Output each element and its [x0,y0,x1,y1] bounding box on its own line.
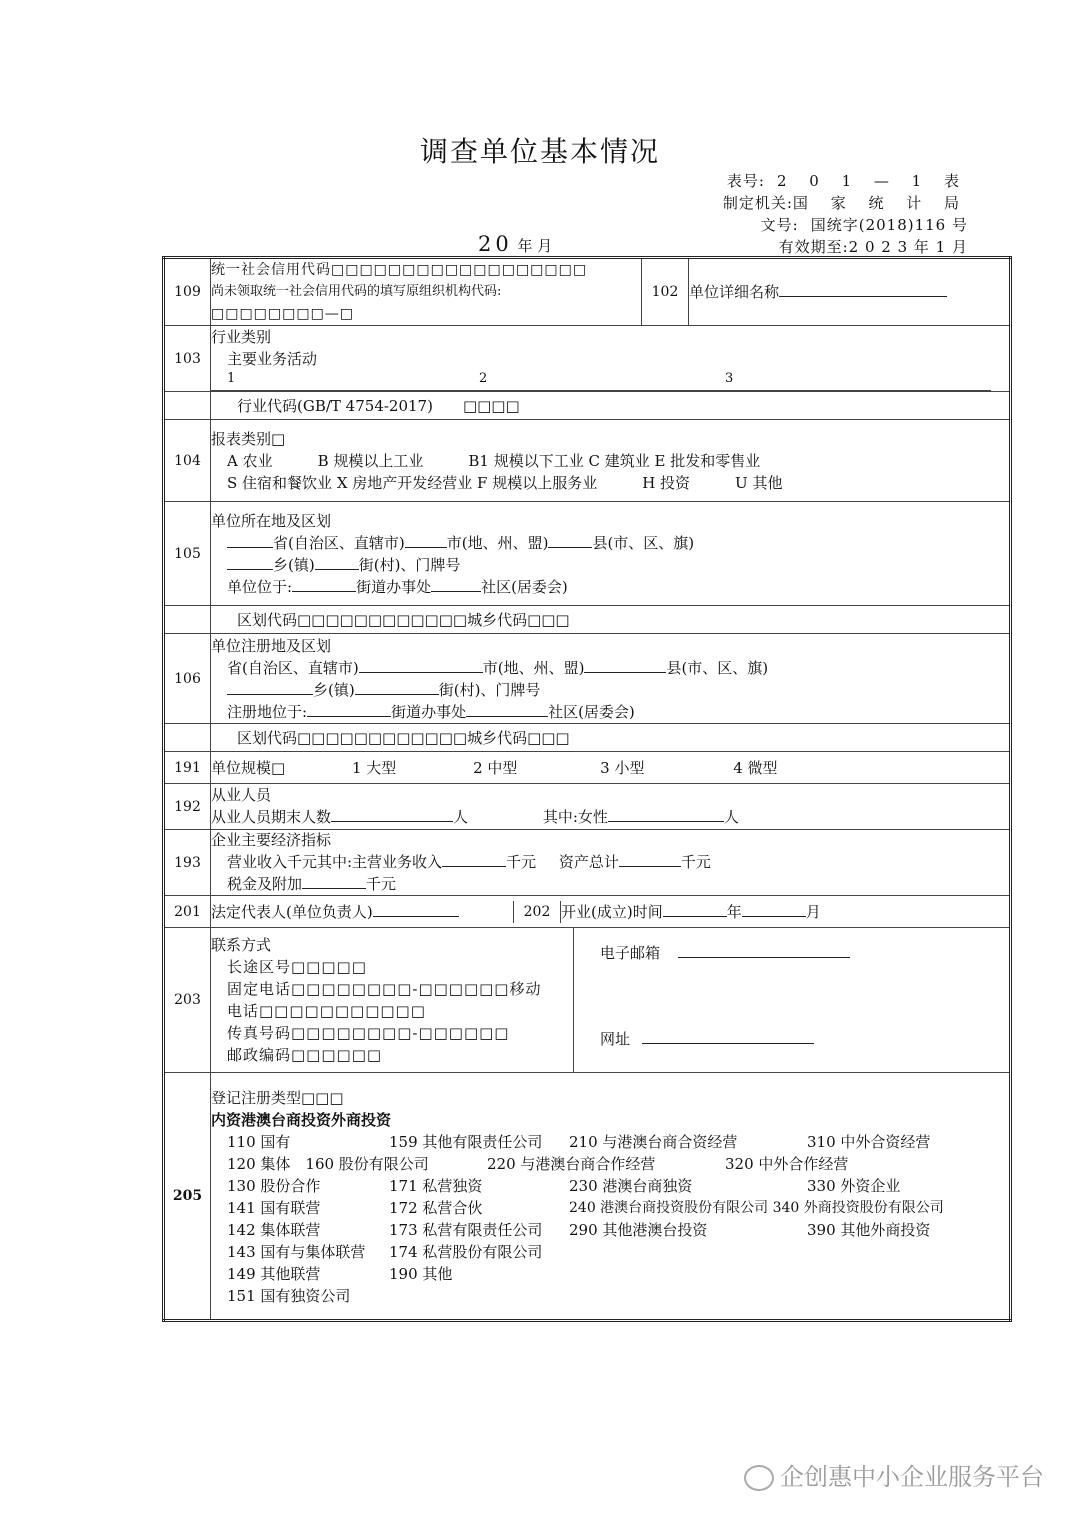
form-number-label: 表号: [726,172,765,190]
row-code: 109 [164,258,211,326]
assets-field[interactable] [619,851,681,867]
authority-label: 制定机关: [722,194,793,212]
sub-district-field[interactable] [292,576,356,592]
registration-type-header: 内资港澳台商投资外商投资 [211,1111,392,1129]
revenue-field[interactable] [442,851,506,867]
row-code: 201 [164,896,211,928]
employees-title: 从业人员 [211,786,272,804]
main-activity-label: 主要业务活动 [227,350,318,368]
economic-indicators-title: 企业主要经济指标 [211,831,332,849]
row-code: 191 [164,752,211,784]
female-unit: 人 [723,808,739,826]
row-105 [164,502,1011,606]
reg-type-line-8 [211,1285,1009,1307]
reg-sub-district-field[interactable] [307,701,391,717]
reg-type-item: 141 国有联营 [227,1199,321,1217]
community-label: 社区(居委会) [481,577,568,596]
female-label: 其中:女性 [542,808,608,826]
row-code: 106 [164,634,211,724]
email-label: 电子邮箱 [600,944,661,962]
reg-type-line-6 [211,1241,1009,1263]
mobile-phone-field[interactable]: 电话□□□□□□□□□□□ [227,1002,426,1020]
reg-type-line-7 [211,1263,1009,1285]
row-103 [164,326,1011,392]
row-104 [164,420,1011,502]
reg-type-item: 210 与港澳台商合资经营 [569,1133,738,1151]
row-205 [164,1073,1011,1321]
revenue-unit: 千元 [506,853,537,871]
registered-location-title: 单位注册地及区划 [211,636,332,655]
postal-code-field[interactable]: 邮政编码□□□□□□ [227,1046,383,1064]
community-field[interactable] [431,576,481,592]
unit-size-field[interactable]: 单位规模□ [211,758,286,777]
street-field[interactable] [315,554,359,570]
size-option-medium: 2 中型 [473,758,518,777]
assets-label: 资产总计 [558,853,619,871]
org-code-note: 尚未领取统一社会信用代码的填写原组织机构代码: [211,284,502,299]
reg-type-item: 110 国有 [227,1133,291,1151]
report-type-field[interactable]: 报表类别□ [211,429,286,448]
report-type-options-1: A 农业 B 规模以上工业 B1 规模以下工业 C 建筑业 E 批发和零售业 [227,451,761,470]
row-code-202: 202 [514,901,561,923]
city-label: 市(地、州、盟) [446,533,549,552]
org-code-field[interactable]: □□□□□□□□—□ [211,306,355,322]
row-106-code [164,724,1011,752]
wechat-icon [744,1465,774,1491]
size-option-micro: 4 微型 [733,758,778,777]
row-code: 105 [164,502,211,606]
industry-code-field[interactable]: 行业代码(GB/T 4754-2017) □□□□ [211,392,1011,420]
assets-unit: 千元 [680,853,711,871]
street-label: 街(村)、门牌号 [358,555,461,574]
county-label: 县(市、区、旗) [592,533,695,552]
row-code: 203 [164,928,211,1073]
reg-type-item: 120 集体 160 股份有限公司 [227,1155,429,1173]
row-code: 193 [164,830,211,896]
row-105-code [164,606,1011,634]
authority [723,192,968,213]
legal-rep-field[interactable] [373,901,459,917]
reg-type-item: 174 私营股份有限公司 [389,1243,543,1261]
tax-label: 税金及附加 [227,875,303,893]
sub-district-label: 街道办事处 [356,577,432,596]
row-201 [164,896,1011,928]
reg-area-code-field[interactable]: 区划代码□□□□□□□□□□□□城乡代码□□□ [211,724,1011,752]
industry-title: 行业类别 [211,328,272,346]
reg-type-item: 310 中外合资经营 [807,1133,931,1151]
activity-3-label: 3 [725,371,734,386]
form-number-value: 2 0 1 — 1 表 [776,172,968,190]
reg-type-item: 240 港澳台商投资股份有限公司 340 外商投资股份有限公司 [569,1200,944,1216]
report-type-options-2: S 住宿和餐饮业 X 房地产开发经营业 F 规模以上服务业 H 投资 U 其他 [227,473,783,492]
valid-until [779,236,968,257]
reg-type-item: 149 其他联营 [227,1265,321,1283]
opening-year-field[interactable] [663,901,727,917]
reg-province-field[interactable] [359,657,483,673]
row-code: 104 [164,420,211,502]
main-activity-field[interactable] [211,370,991,391]
fixed-phone-field[interactable]: 固定电话□□□□□□□□-□□□□□□移动 [227,980,542,998]
reg-type-item: 390 其他外商投资 [807,1221,931,1239]
province-label: 省(自治区、直辖市) [227,658,359,677]
row-code: 205 [164,1073,211,1321]
reg-type-line-4 [211,1197,1009,1219]
county-label: 县(市、区、旗) [666,658,769,677]
revenue-label: 营业收入千元其中:主营业务收入 [227,853,443,871]
female-field[interactable] [608,806,724,822]
doc-number [761,214,968,235]
town-label: 乡(镇) [273,555,315,574]
reg-type-item: 290 其他港澳台投资 [569,1221,708,1239]
opening-month-field[interactable] [742,901,806,917]
city-label: 市(地、州、盟) [482,658,585,677]
reg-type-item: 173 私营有限责任公司 [389,1221,543,1239]
row-code: 103 [164,326,211,392]
activity-1-label: 1 [227,371,236,386]
row-192 [164,784,1011,830]
community-label: 社区(居委会) [548,702,635,721]
form-number [727,170,968,191]
watermark [744,1457,1044,1492]
tax-field[interactable] [302,873,366,889]
contact-title: 联系方式 [211,936,272,954]
size-option-small: 3 小型 [600,758,645,777]
employees-total-field[interactable] [331,806,453,822]
reg-town-field[interactable] [227,679,313,695]
unit-name-label: 单位详细名称 [689,283,780,301]
watermark-text: 企创惠中小企业服务平台 [780,1463,1044,1491]
reg-community-field[interactable] [466,701,548,717]
row-191 [164,752,1011,784]
sub-district-label: 街道办事处 [391,702,467,721]
town-field[interactable] [227,554,273,570]
report-period [478,232,552,256]
month-label: 月 [805,902,821,921]
reg-type-item: 172 私营合伙 [389,1199,483,1217]
employees-unit: 人 [453,808,469,826]
period-rest: 年 月 [517,237,553,255]
area-code-field[interactable]: 区划代码□□□□□□□□□□□□城乡代码□□□ [211,606,1011,634]
row-106 [164,634,1011,724]
reg-type-item: 320 中外合作经营 [725,1155,849,1173]
doc-number-label: 文号: [760,216,799,234]
legal-rep-label: 法定代表人(单位负责人) [211,902,373,921]
reg-city-field[interactable] [584,657,666,673]
reg-type-line-5 [211,1219,1009,1241]
county-field[interactable] [548,532,592,548]
authority-value: 国 家 统 计 局 [792,194,968,212]
province-label: 省(自治区、直辖市) [273,533,405,552]
row-103-code [164,392,1011,420]
reg-type-line-3 [211,1175,1009,1197]
reg-type-item: 230 港澳台商独资 [569,1177,693,1195]
city-field[interactable] [405,532,447,548]
reg-type-item: 142 集体联营 [227,1221,321,1239]
period-year: 20 [478,232,513,256]
area-code-phone-field[interactable]: 长途区号□□□□□ [227,958,367,976]
reg-type-item: 220 与港澳台商合作经营 [487,1155,656,1173]
located-at-label: 单位位于: [227,577,293,596]
website-label: 网址 [600,1030,631,1048]
unit-name-field[interactable] [779,281,947,297]
province-field[interactable] [227,532,273,548]
fax-field[interactable]: 传真号码□□□□□□□□-□□□□□□ [227,1024,510,1042]
location-title: 单位所在地及区划 [211,511,332,530]
reg-type-item: 330 外资企业 [807,1177,901,1195]
size-option-large: 1 大型 [351,758,397,777]
town-label: 乡(镇) [313,680,355,699]
opening-date-label: 开业(成立)时间 [561,902,663,921]
employees-total-label: 从业人员期末人数 [211,808,332,826]
reg-type-item: 151 国有独资公司 [227,1287,351,1305]
tax-unit: 千元 [366,875,397,893]
reg-type-item: 190 其他 [389,1265,453,1283]
doc-number-value: 国统字(2018)116 号 [810,216,968,234]
row-code: 192 [164,784,211,830]
valid-until-label: 有效期至: [778,238,849,256]
website-field[interactable] [642,1028,814,1044]
row-code-102: 102 [642,259,689,325]
email-field[interactable] [678,942,850,958]
reg-type-item: 171 私营独资 [389,1177,483,1195]
street-label: 街(村)、门牌号 [438,680,541,699]
reg-type-item: 130 股份合作 [227,1177,321,1195]
registration-type-field[interactable]: 登记注册类型□□□ [211,1089,344,1107]
activity-2-label: 2 [479,371,488,386]
reg-type-item: 159 其他有限责任公司 [389,1133,543,1151]
reg-type-line-2 [211,1153,1009,1175]
valid-until-value: 2 0 2 3 年 1 月 [848,238,968,256]
reg-street-field[interactable] [355,679,439,695]
row-203 [164,928,1011,1073]
reg-type-item: 143 国有与集体联营 [227,1243,366,1261]
registered-at-label: 注册地位于: [227,702,308,721]
survey-form-table [162,256,1012,1322]
credit-code-field[interactable]: 统一社会信用代码□□□□□□□□□□□□□□□□□□ [211,262,588,278]
reg-type-line-1 [211,1131,1009,1153]
row-109 [164,258,1011,326]
year-label: 年 [726,902,742,921]
page-title: 调查单位基本情况 [419,135,660,168]
row-193 [164,830,1011,896]
